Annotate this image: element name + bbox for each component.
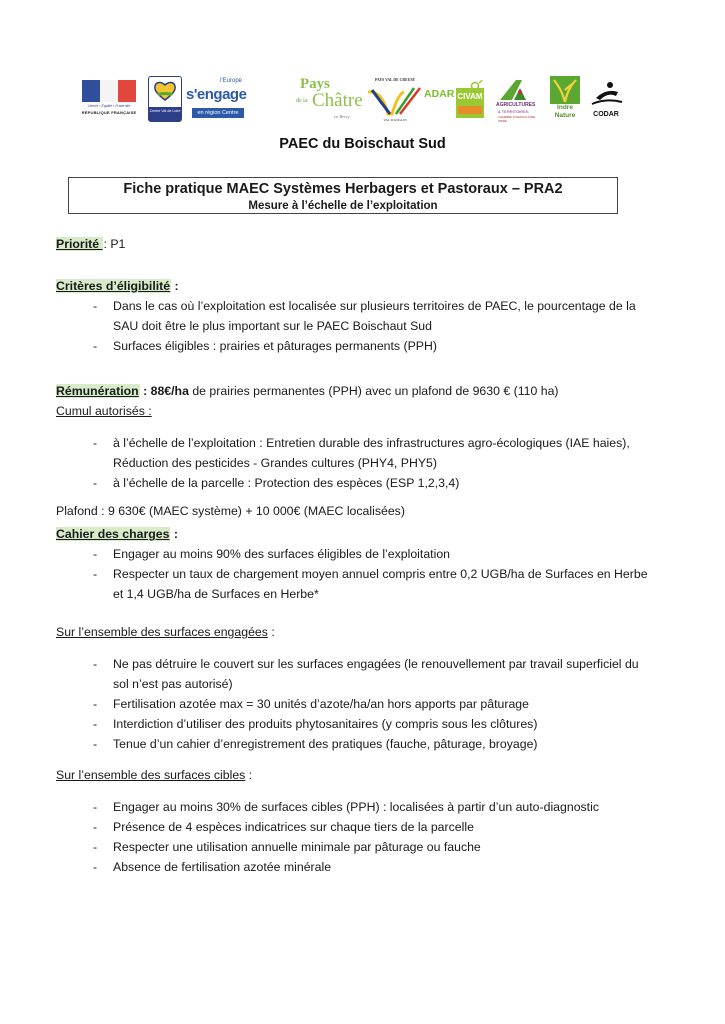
cahier-section bbox=[56, 524, 656, 604]
chevron-a-icon bbox=[494, 78, 544, 102]
indre-nature-logo bbox=[548, 76, 582, 122]
separator: : bbox=[170, 527, 178, 541]
logo-text: en région Centre bbox=[192, 108, 244, 118]
separator: : bbox=[103, 237, 111, 251]
cibles-list bbox=[56, 797, 656, 877]
adar-logo: ADAR bbox=[424, 88, 455, 100]
criteres-section bbox=[56, 276, 656, 356]
priorite-section bbox=[56, 234, 656, 254]
cahier-list bbox=[56, 544, 656, 604]
codar-logo bbox=[586, 80, 626, 120]
civam-logo bbox=[456, 78, 484, 118]
logo-text: Pays bbox=[300, 76, 330, 92]
plafond-text: Plafond : 9 630€ (MAEC système) + 10 000€ (MAEC localisées) bbox=[56, 504, 405, 518]
logo-text: Indre Nature bbox=[554, 104, 576, 119]
logo-text: AGRICULTURES bbox=[496, 102, 536, 108]
separator: : bbox=[267, 625, 275, 639]
cibles-section bbox=[56, 765, 656, 877]
heart-icon bbox=[153, 81, 177, 101]
box-title: Fiche pratique MAEC Systèmes Herbagers et Pastoraux – PRA2 bbox=[123, 181, 563, 197]
list-item: - Dans le cas où l’exploitation est localisée sur plusieurs territoires de PAEC, le pourcentage de la SAU doit être le plus important sur le PAEC Boischaut Sud bbox=[56, 296, 656, 336]
list-item: - Fertilisation azotée max = 30 unités d’azote/ha/an hors apports par pâturage bbox=[56, 694, 656, 714]
list-item: - Présence de 4 espèces indicatrices sur chaque tiers de la parcelle bbox=[56, 817, 656, 837]
logo-text: & TERRITOIRES bbox=[498, 109, 529, 114]
list-item: - à l’échelle de l’exploitation : Entretien durable des infrastructures agro-écologiques (IAE haies), Réduction des pesticides - Grandes cultures (PHY4, PHY5) bbox=[56, 433, 656, 473]
cibles-label: Sur l’ensemble des surfaces cibles bbox=[56, 768, 246, 782]
wave-v-icon bbox=[362, 78, 428, 122]
logo-text: CHAMBRE D'AGRICULTURE INDRE bbox=[498, 115, 536, 123]
list-item: - Respecter une utilisation annuelle minimale par pâturage ou fauche bbox=[56, 837, 656, 857]
cumul-list bbox=[56, 433, 656, 493]
list-item: - Engager au moins 90% des surfaces éligibles de l’exploitation bbox=[56, 544, 656, 564]
logo-text: Châtre bbox=[312, 90, 363, 111]
logo-text: CODAR bbox=[593, 111, 619, 118]
cahier-label: Cahier des charges bbox=[56, 527, 170, 541]
cumul-label: Cumul autorisés : bbox=[56, 404, 152, 418]
logo-text: VAL D'ANGLIN bbox=[383, 118, 407, 122]
criteres-label: Critères d’éligibilité bbox=[56, 279, 171, 293]
title-box bbox=[68, 177, 618, 214]
logo-text: l'Europe bbox=[220, 78, 242, 84]
logo-text: s'engage bbox=[186, 86, 247, 103]
remuneration-detail: de prairies permanentes (PPH) avec un plafond de 9630 € (110 ha) bbox=[188, 384, 559, 398]
list-item: - Ne pas détruire le couvert sur les surfaces engagées (le renouvellement par travail superficiel du sol n’est pas autorisé) bbox=[56, 654, 656, 694]
pays-val-de-creuse-logo bbox=[362, 78, 428, 122]
list-item: - Surfaces éligibles : prairies et pâturages permanents (PPH) bbox=[56, 336, 656, 356]
remuneration-section bbox=[56, 381, 656, 521]
criteres-list bbox=[56, 296, 656, 356]
logo-text: CIVAM bbox=[457, 92, 483, 101]
partner-logos bbox=[76, 74, 636, 126]
engagees-label: Sur l’ensemble des surfaces engagées bbox=[56, 625, 268, 639]
region-centre-logo bbox=[148, 76, 182, 122]
logo-text: PAYS VAL DE CREUSE bbox=[374, 78, 416, 82]
separator: : bbox=[245, 768, 253, 782]
logo-motto: Liberté • Égalité • Fraternité bbox=[87, 104, 131, 108]
engagees-list bbox=[56, 654, 656, 754]
remuneration-amount: 88€/ha bbox=[150, 384, 189, 398]
separator: : bbox=[139, 384, 151, 398]
page-title: PAEC du Boischaut Sud bbox=[279, 136, 446, 152]
europe-sengage-logo bbox=[186, 78, 247, 118]
engagees-section bbox=[56, 622, 656, 754]
list-item: - Engager au moins 30% de surfaces cibles (PPH) : localisées à partir d’un auto-diagnostic bbox=[56, 797, 656, 817]
republique-francaise-logo bbox=[76, 80, 142, 120]
list-item: - à l’échelle de la parcelle : Protection des espèces (ESP 1,2,3,4) bbox=[56, 473, 656, 493]
marianne-flag-icon bbox=[82, 80, 136, 102]
priorite-value: P1 bbox=[110, 237, 126, 251]
remuneration-label: Rémunération bbox=[56, 384, 139, 398]
list-item: - Absence de fertilisation azotée minérale bbox=[56, 857, 656, 877]
list-item: - Respecter un taux de chargement moyen annuel compris entre 0,2 UGB/ha de Surfaces en Herbe et 1,4 UGB/ha de Surfaces en Herbe* bbox=[56, 564, 656, 604]
priorite-label: Priorité bbox=[56, 237, 103, 251]
box-subtitle: Mesure à l’échelle de l’exploitation bbox=[248, 200, 438, 212]
pays-de-la-chatre-logo bbox=[296, 76, 363, 124]
list-item: - Tenue d’un cahier d’enregistrement des pratiques (fauche, pâturage, broyage) bbox=[56, 734, 656, 754]
figure-icon bbox=[550, 76, 580, 104]
logo-text: de la bbox=[296, 98, 308, 104]
agricultures-territoires-logo bbox=[494, 78, 544, 122]
logo-text: en Berry bbox=[334, 114, 350, 119]
list-item: - Interdiction d’utiliser des produits phytosanitaires (y compris sous les clôtures) bbox=[56, 714, 656, 734]
logo-label: Centre Val de Loire bbox=[149, 107, 181, 121]
runner-icon bbox=[586, 80, 626, 108]
logo-name: RÉPUBLIQUE FRANÇAISE bbox=[81, 110, 137, 115]
separator: : bbox=[171, 279, 179, 293]
